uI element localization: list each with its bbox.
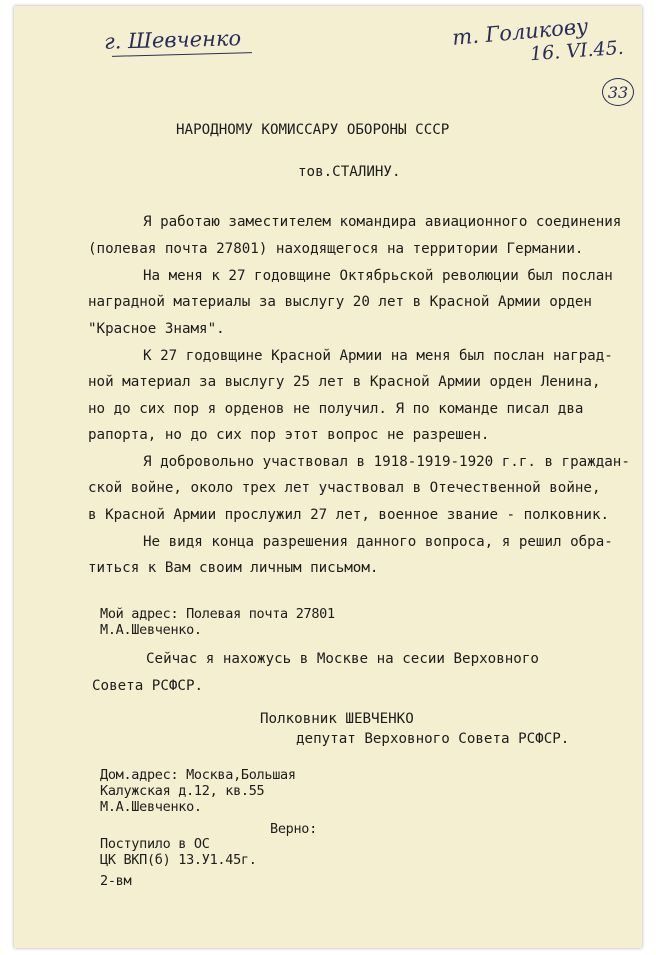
home-address-line1: Дом.адрес: Москва,Большая — [100, 767, 296, 783]
moscow-note-line2: Совета РСФСР. — [92, 678, 204, 694]
body-line: титься к Вам своим личным письмом. — [88, 560, 379, 576]
addressee-line1: НАРОДНОМУ КОМИССАРУ ОБОРОНЫ СССР — [176, 122, 450, 138]
body-line: ной материал за выслугу 25 лет в Красной Армии орден Ленина, — [88, 374, 601, 390]
signature-line1: Полковник ШЕВЧЕНКО — [260, 711, 414, 727]
body-line: в Красной Армии прослужил 27 лет, военное звание - полковник. — [88, 507, 610, 523]
address-line2: М.А.Шевченко. — [100, 622, 202, 638]
body-line: Я работаю заместителем командира авиационного соединения — [143, 214, 622, 230]
address-line1: Мой адрес: Полевая почта 27801 — [100, 606, 335, 622]
signature-line2: депутат Верховного Совета РСФСР. — [296, 731, 570, 747]
home-address-line3: М.А.Шевченко. — [100, 799, 202, 815]
home-address-line2: Калужская д.12, кв.55 — [100, 783, 265, 799]
received-line1: Поступило в ОС — [100, 836, 210, 852]
sheet-number: 33 — [607, 82, 629, 102]
body-line: Я добровольно участвовал в 1918-1919-1920 г.г. в граждан- — [143, 454, 630, 470]
body-line: ской войне, около трех лет участвовал в Отечественной войне, — [88, 480, 601, 496]
body-line: наградной материалы за выслугу 20 лет в Красной Армии орден — [88, 294, 592, 310]
body-line: К 27 годовщине Красной Армии на меня был послан наград- — [143, 348, 613, 364]
body-line: На меня к 27 годовщине Октябрьской революции был послан — [143, 268, 613, 284]
moscow-note-line1: Сейчас я нахожусь в Москве на сесии Верховного — [146, 651, 539, 667]
sheet-number-circle — [602, 78, 634, 106]
body-line: но до сих пор я орденов не получил. Я по команде писал два — [88, 401, 584, 417]
handwritten-note-right-line1: т. Голикову — [451, 14, 590, 50]
handwritten-note-left: г. Шевченко — [103, 26, 242, 54]
body-line: Не видя конца разрешения данного вопроса, я решил обра- — [143, 534, 613, 550]
addressee-line2: тов.СТАЛИНУ. — [298, 164, 401, 180]
received-line2: ЦК ВКП(б) 13.У1.45г. — [100, 852, 257, 868]
body-line: "Красное Знамя". — [88, 321, 225, 337]
body-line: рапорта, но до сих пор этот вопрос не разрешен. — [88, 427, 490, 443]
body-line: (полевая почта 27801) находящегося на территории Германии. — [88, 241, 584, 257]
handwritten-note-right-line2: 16. VI.45. — [529, 36, 625, 66]
verno-label: Верно: — [270, 821, 317, 837]
document-code: 2-вм — [100, 873, 132, 889]
